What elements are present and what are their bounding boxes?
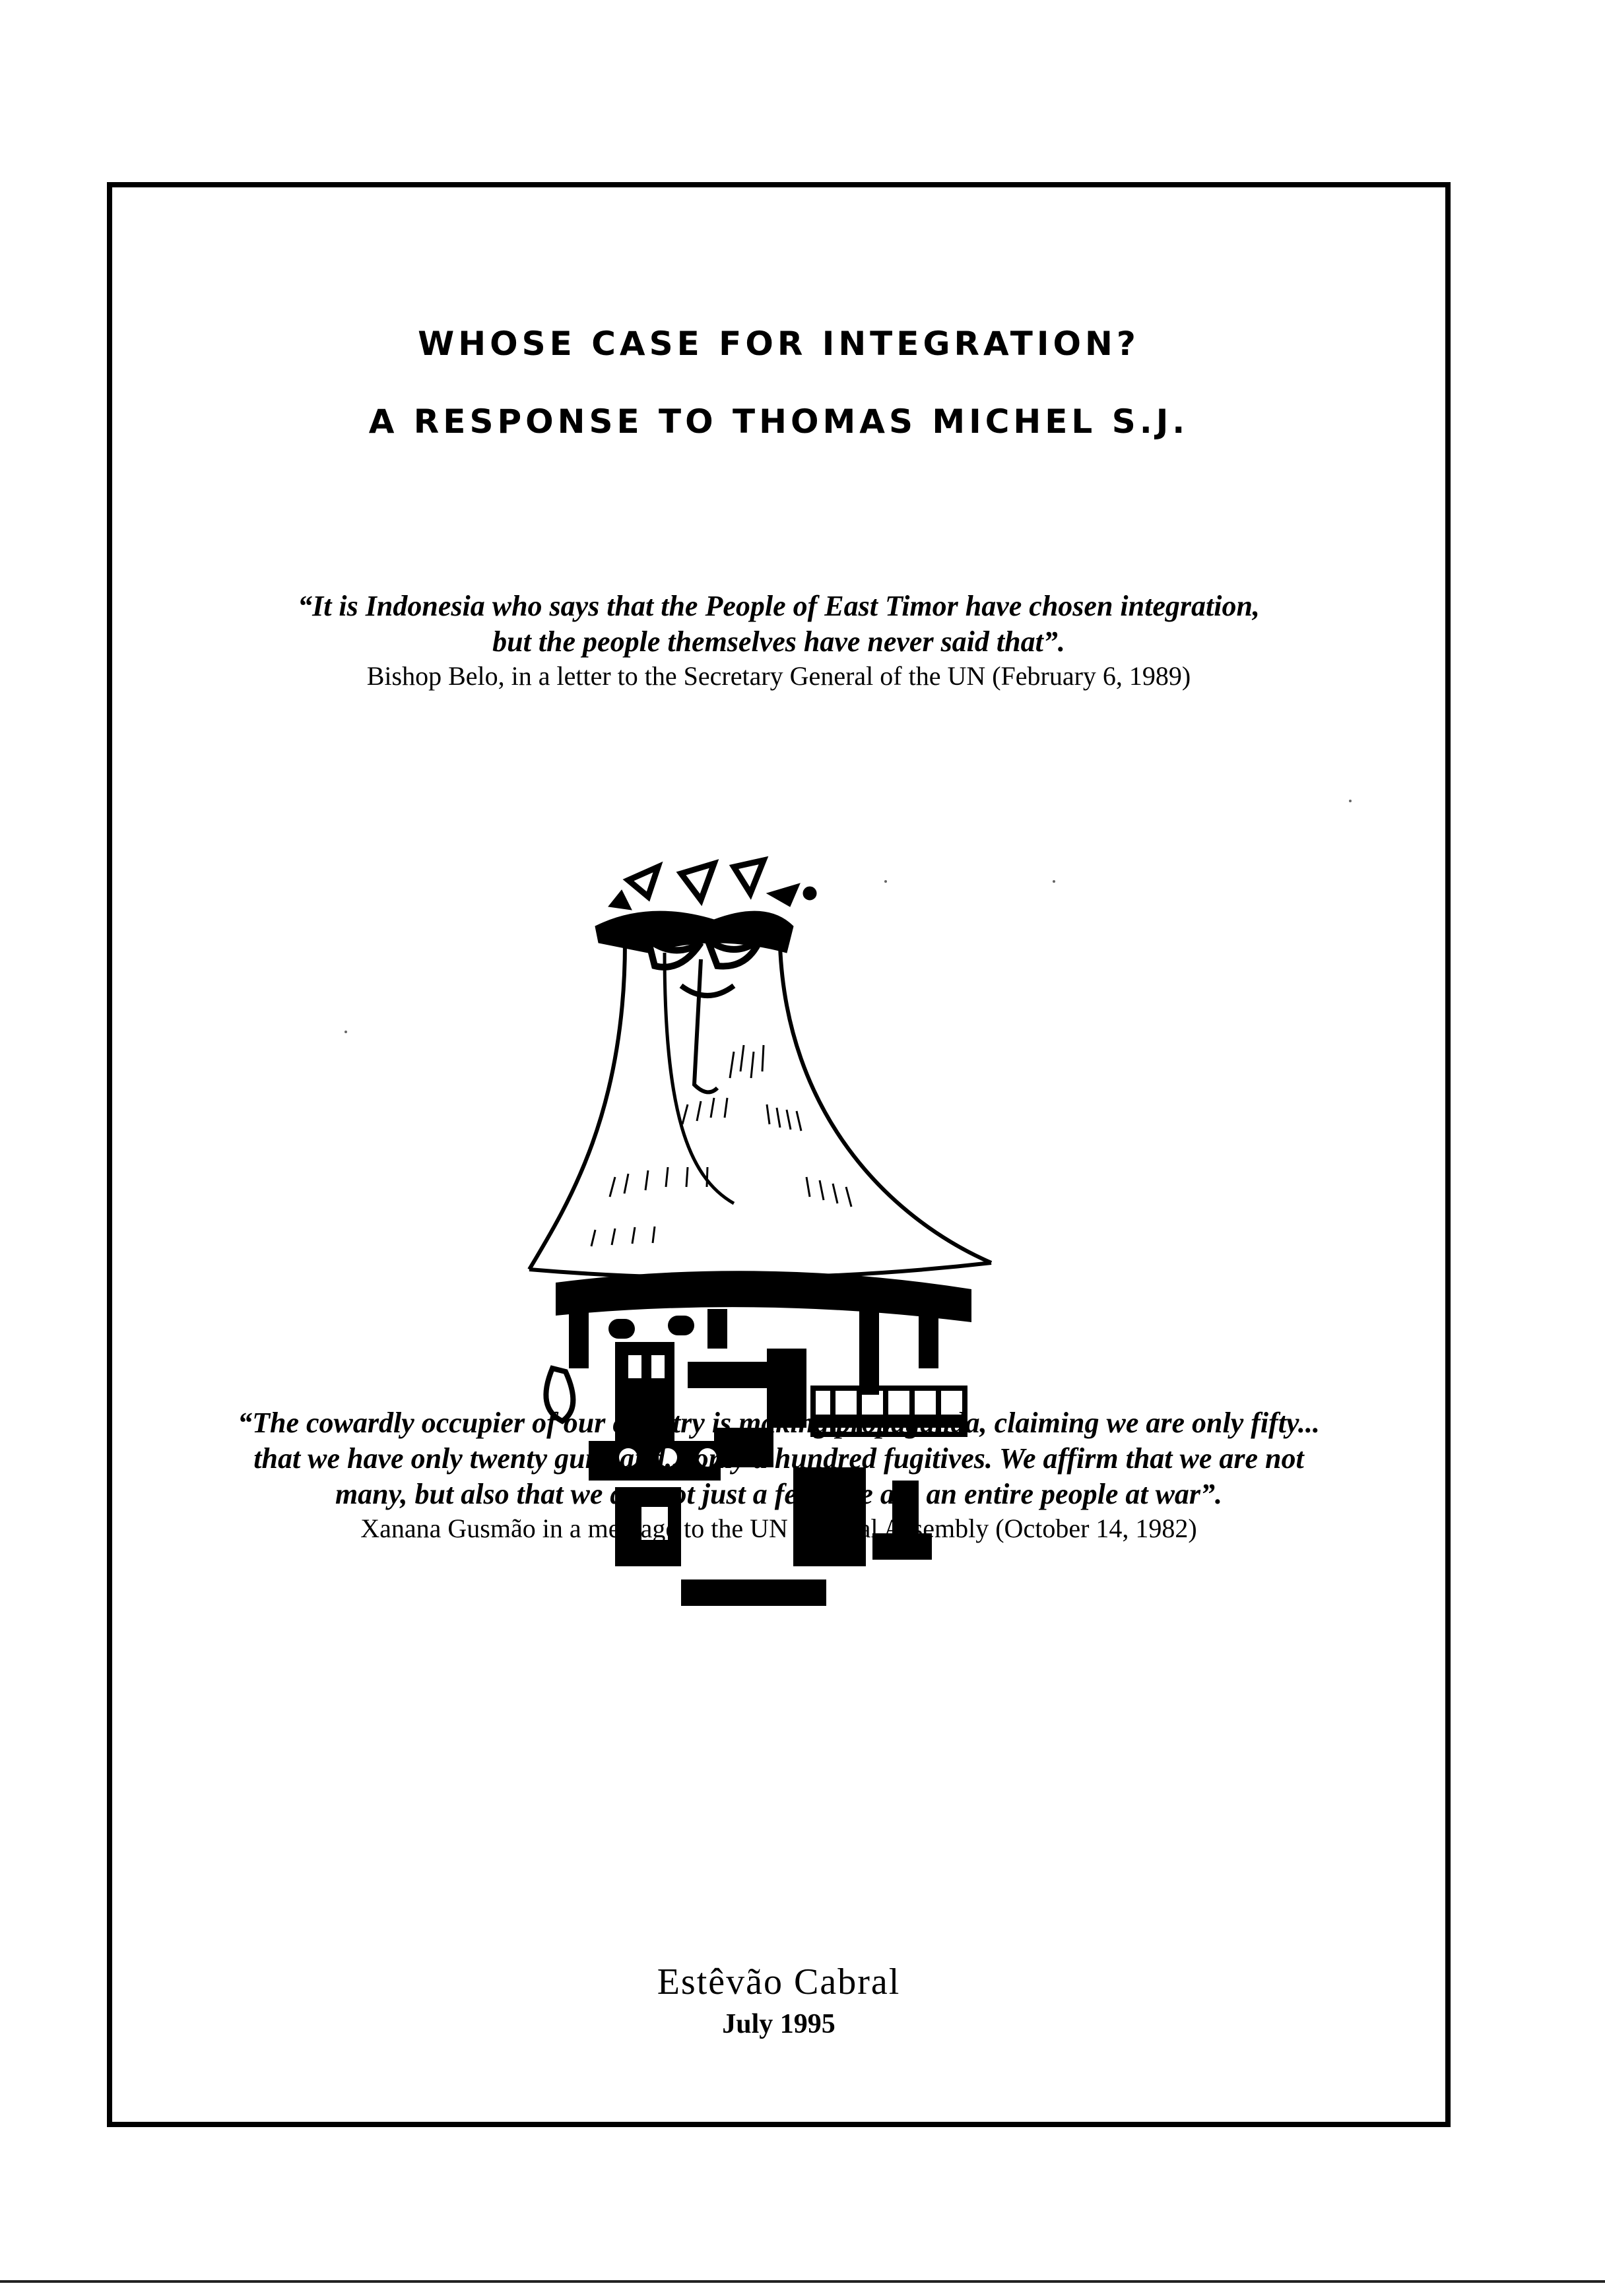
quote-gusmao-line-2: that we have only twenty guns and... only a hundred fugitives. We affirm that we are not [253,1442,1304,1475]
scan-speck [1053,880,1055,883]
scan-speck [344,1031,347,1033]
scan-edge-line [0,2280,1605,2283]
scan-speck [1349,800,1352,802]
quote-gusmao-source: Xanana Gusmão in a message to the UN General Assembly (October 14, 1982) [360,1514,1197,1543]
quote-belo-source: Bishop Belo, in a letter to the Secretary General of the UN (February 6, 1989) [366,661,1191,691]
publication-date: July 1995 [722,2009,835,2039]
quote-gusmao [112,1405,1445,1545]
scan-speck [884,880,887,883]
quote-gusmao-line-1: “The cowardly occupier of our country is making propaganda, claiming we are only fifty... [238,1407,1320,1439]
quote-gusmao-line-3: many, but also that we are not just a few - we are an entire people at war”. [335,1478,1223,1510]
author-name: Estêvão Cabral [657,1961,901,2002]
cover-frame [107,182,1451,2127]
title-line-1: WHOSE CASE FOR INTEGRATION? [418,325,1140,363]
quote-belo [112,589,1445,693]
author-block [112,1960,1445,2044]
title-line-2: A RESPONSE TO THOMAS MICHEL S.J. [368,402,1189,441]
quote-belo-line-2: but the people themselves have never said that”. [492,625,1065,658]
quote-belo-line-1: “It is Indonesia who says that the People of East Timor have chosen integration, [298,590,1260,622]
